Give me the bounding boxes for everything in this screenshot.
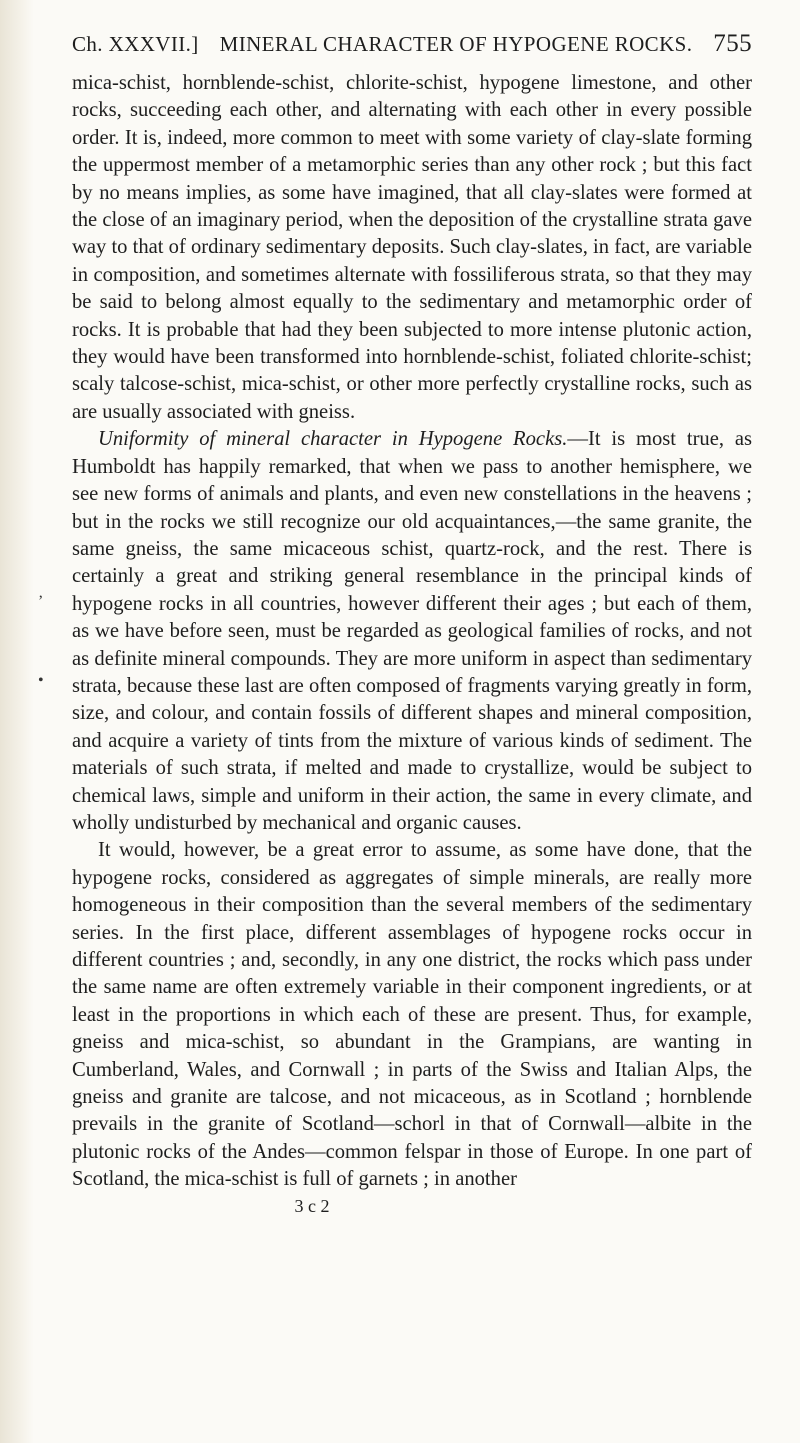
paragraph-text: —It is most true, as Humboldt has happily remarked, that when we pass to another hemisphere, we see new forms of animals and plants, and even new constellations in the heavens ; but in the rocks we still recognize our old acquaintances,—the same granite, the same gneiss, the same micaceous schist, quartz-rock, and the rest. There is certainly a great and striking general resemblance in the principal kinds of hypogene rocks in all countries, however different their ages ; but each of them, as we have before seen, must be regarded as geological families of rocks, and not as definite mineral compounds. They are more uniform in aspect than sedimentary strata, because these last are often composed of fragments varying greatly in form, size, and colour, and contain fossils of different shapes and mineral composition, and acquire a variety of tints from the mixture of various kinds of sediment. The materials of such strata, if melted and made to crystallize, would be subject to chemical laws, simple and uniform in their action, the same in every climate, and wholly undisturbed by mechanical and organic causes. bbox=[72, 428, 753, 834]
page-body bbox=[72, 70, 752, 1194]
running-title: MINERAL CHARACTER OF HYPOGENE ROCKS. bbox=[219, 32, 693, 56]
running-head bbox=[72, 30, 752, 58]
page-number: 755 bbox=[713, 30, 752, 57]
paragraph-error: It would, however, be a great error to assume, as some have done, that the hypogene rocks, considered as aggregates of simple minerals, are really more homogeneous in their composition than the several members of the sedimentary series. In the first place, different assemblages of hypogene rocks occur in different countries ; and, secondly, in any one district, the rocks which pass under the same name are often extremely variable in their component ingredients, or at least in the proportions in which each of these are present. Thus, for example, gneiss and mica-schist, so abundant in the Grampians, are wanting in Cumberland, Wales, and Cornwall ; in parts of the Swiss and Italian Alps, the gneiss and granite are talcose, and not micaceous, as in Scotland ; hornblende prevails in the granite of Scotland—schorl in that of Cornwall—albite in the plutonic rocks of the Andes—common felspar in those of Europe. In one part of Scotland, the mica-schist is full of garnets ; in another bbox=[72, 839, 752, 1191]
paragraph-continuation: mica-schist, hornblende-schist, chlorite-schist, hypogene limestone, and other rocks, succeeding each other, and alternating with each other in every possible order. It is, indeed, more common to meet with some variety of clay-slate forming the uppermost member of a metamorphic series than any other rock ; but this fact by no means implies, as some have imagined, that all clay-slates were formed at the close of an imaginary period, when the deposition of the crystalline strata gave way to that of ordinary sedimentary deposits. Such clay-slates, in fact, are variable in composition, and sometimes alternate with fossiliferous strata, so that they may be said to belong almost equally to the sedimentary and metamorphic order of rocks. It is probable that had they been subjected to more intense plutonic action, they would have been transformed into hornblende-schist, foliated chlorite-schist; scaly talcose-schist, mica-schist, or other more perfectly crystalline rocks, such as are usually associated with gneiss. bbox=[72, 72, 752, 423]
paragraph-uniformity bbox=[72, 426, 752, 837]
page-gutter-shadow bbox=[0, 0, 34, 1443]
chapter-label: Ch. XXXVII.] bbox=[72, 32, 199, 56]
section-heading: Uniformity of mineral character in Hypogene Rocks. bbox=[98, 428, 568, 451]
book-page bbox=[72, 30, 752, 1217]
margin-mark: • bbox=[38, 672, 44, 689]
signature-mark: 3 c 2 bbox=[294, 1195, 330, 1216]
margin-mark: ‚ bbox=[38, 584, 44, 601]
